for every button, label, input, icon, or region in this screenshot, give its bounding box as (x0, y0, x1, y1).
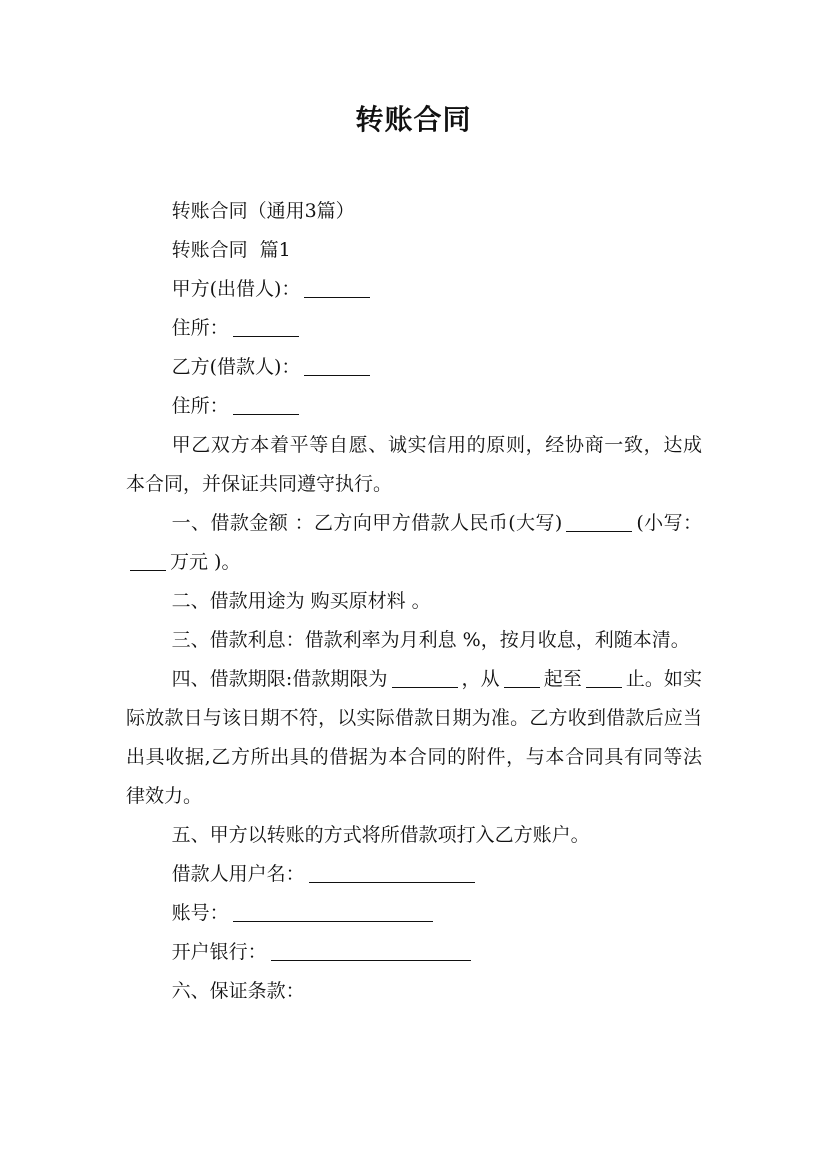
lender-line (126, 270, 702, 309)
lender-address-label: 住所： (171, 317, 229, 339)
preamble-text: 甲乙双方本着平等自愿、诚实信用的原则，经协商一致，达成本合同，并保证共同遵守执行。 (126, 434, 702, 495)
clause-1-text-a: 一、借款金额 ：乙方向甲方借款人民币(大写) (171, 512, 563, 534)
account-name-line (126, 855, 702, 894)
term-length-blank[interactable] (392, 668, 458, 688)
section-heading-text: 转账合同 篇1 (171, 239, 291, 261)
term-start-blank[interactable] (504, 668, 540, 688)
bank-blank[interactable] (271, 941, 471, 961)
clause-6-guarantee (126, 972, 702, 1011)
document-title: 转账合同 (355, 103, 472, 136)
subtitle (126, 192, 702, 231)
clause-4-term (126, 660, 702, 816)
account-number-label: 账号： (171, 902, 229, 924)
preamble-paragraph (126, 426, 702, 504)
clause-3-interest (126, 621, 702, 660)
bank-line (126, 933, 702, 972)
section-heading (126, 231, 702, 270)
clause-2-text: 二、借款用途为 购买原材料 。 (171, 590, 431, 612)
borrower-address-line (126, 387, 702, 426)
lender-address-line (126, 309, 702, 348)
account-name-label: 借款人用户名： (171, 863, 305, 885)
document-body (126, 192, 702, 1011)
bank-label: 开户银行： (171, 941, 267, 963)
borrower-address-blank[interactable] (233, 395, 299, 415)
term-end-blank[interactable] (586, 668, 622, 688)
borrower-blank[interactable] (304, 356, 370, 376)
lender-label: 甲方(出借人)： (171, 278, 301, 300)
amount-uppercase-blank[interactable] (566, 512, 632, 532)
borrower-line (126, 348, 702, 387)
account-number-blank[interactable] (233, 902, 433, 922)
clause-5-transfer (126, 816, 702, 855)
amount-number-blank[interactable] (130, 551, 166, 571)
account-number-line (126, 894, 702, 933)
clause-6-text: 六、保证条款： (171, 980, 305, 1002)
borrower-address-label: 住所： (171, 395, 229, 417)
lender-blank[interactable] (304, 278, 370, 298)
clause-1-amount (126, 504, 702, 582)
account-name-blank[interactable] (309, 863, 475, 883)
clause-1-text-c: 万元 )。 (170, 551, 241, 573)
subtitle-text: 转账合同（通用3篇） (171, 200, 355, 222)
clause-5-text: 五、甲方以转账的方式将所借款项打入乙方账户。 (171, 824, 590, 846)
clause-4-text-c: 起至 (543, 668, 582, 690)
clause-1-text-b: (小写： (636, 512, 702, 534)
lender-address-blank[interactable] (233, 317, 299, 337)
clause-3-text: 三、借款利息：借款利率为月利息 %，按月收息，利随本清。 (171, 629, 690, 651)
borrower-label: 乙方(借款人)： (171, 356, 301, 378)
clause-4-text-a: 四、借款期限:借款期限为 (171, 668, 388, 690)
clause-4-text-d: 止。如实际放款日与该日期不符，以实际借款日期为准。乙方收到借款后应当出具收据,乙方所出具的借据为本合同的附件，与本合同具有同等法律效力。 (126, 668, 702, 807)
clause-2-purpose (126, 582, 702, 621)
clause-4-text-b: ，从 (461, 668, 500, 690)
